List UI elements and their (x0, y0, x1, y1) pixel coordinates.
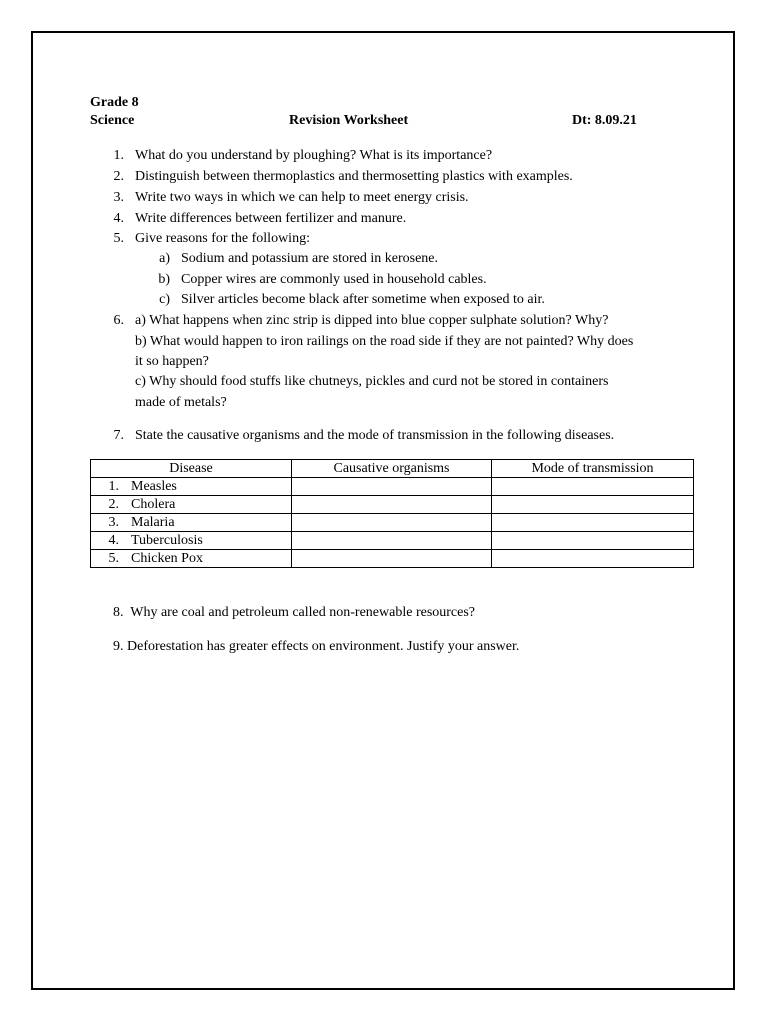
question-8: 8. Why are coal and petroleum called non-renewable resources? (113, 605, 476, 620)
table-row (91, 532, 694, 550)
column-header-causative-organisms: Causative organisms (292, 460, 492, 478)
transmission-cell (492, 478, 694, 496)
question-number: 1. (113, 148, 124, 163)
question-number: 2. (113, 169, 124, 184)
question-text: Distinguish between thermoplastics and thermosetting plastics with examples. (135, 169, 573, 184)
causative-organism-cell (292, 496, 492, 514)
transmission-cell (492, 514, 694, 532)
sub-question-label: a) (159, 251, 170, 266)
question-9: 9. Deforestation has greater effects on environment. Justify your answer. (113, 639, 520, 654)
column-header-disease: Disease (91, 460, 292, 478)
transmission-cell (492, 496, 694, 514)
table-row (91, 550, 694, 568)
question-text: Give reasons for the following: (135, 231, 310, 246)
question-number: 4. (113, 211, 124, 226)
date-label: Dt: 8.09.21 (572, 113, 637, 128)
row-number: 5. (108, 551, 119, 566)
sub-question-label: c) (159, 292, 170, 307)
sub-question-text: Silver articles become black after sometime when exposed to air. (181, 292, 545, 307)
disease-cell (91, 550, 292, 568)
question-6-line-c-cont: made of metals? (135, 395, 227, 410)
transmission-cell (492, 550, 694, 568)
disease-cell (91, 478, 292, 496)
table-row (91, 514, 694, 532)
table-row (91, 496, 694, 514)
disease-name: Measles (131, 479, 177, 494)
row-number: 4. (108, 533, 119, 548)
sub-question-label: b) (158, 272, 170, 287)
subject-label: Science (90, 113, 135, 128)
transmission-cell (492, 532, 694, 550)
question-6-line-c: c) Why should food stuffs like chutneys, pickles and curd not be stored in containers (135, 374, 609, 389)
question-number: 3. (113, 190, 124, 205)
column-header-mode-of-transmission: Mode of transmission (492, 460, 694, 478)
question-6-line-b-cont: it so happen? (135, 354, 209, 369)
worksheet-title: Revision Worksheet (289, 113, 409, 128)
causative-organism-cell (292, 550, 492, 568)
causative-organism-cell (292, 532, 492, 550)
row-number: 3. (108, 515, 119, 530)
causative-organism-cell (292, 514, 492, 532)
question-number: 7. (113, 428, 124, 443)
question-text: Write differences between fertilizer and manure. (135, 211, 407, 226)
disease-name: Cholera (131, 497, 176, 512)
table-row (91, 478, 694, 496)
disease-name: Malaria (131, 515, 175, 530)
grade-label: Grade 8 (90, 95, 139, 110)
question-number: 6. (113, 313, 124, 328)
disease-name: Tuberculosis (131, 533, 203, 548)
question-number: 5. (113, 231, 124, 246)
disease-cell (91, 532, 292, 550)
disease-cell (91, 496, 292, 514)
causative-organism-cell (292, 478, 492, 496)
sub-question-text: Sodium and potassium are stored in kerosene. (181, 251, 439, 266)
sub-question-text: Copper wires are commonly used in household cables. (181, 272, 487, 287)
question-text: State the causative organisms and the mode of transmission in the following diseases. (135, 428, 615, 443)
table-header-row (91, 460, 694, 478)
disease-cell (91, 514, 292, 532)
row-number: 1. (108, 479, 119, 494)
question-text: Write two ways in which we can help to meet energy crisis. (135, 190, 469, 205)
question-text: What do you understand by ploughing? What is its importance? (135, 148, 493, 163)
question-6-line-a: a) What happens when zinc strip is dipped into blue copper sulphate solution? Why? (135, 313, 609, 328)
disease-table (90, 459, 694, 568)
row-number: 2. (108, 497, 119, 512)
disease-name: Chicken Pox (131, 551, 203, 566)
question-6-line-b: b) What would happen to iron railings on the road side if they are not painted? Why does (135, 334, 634, 349)
